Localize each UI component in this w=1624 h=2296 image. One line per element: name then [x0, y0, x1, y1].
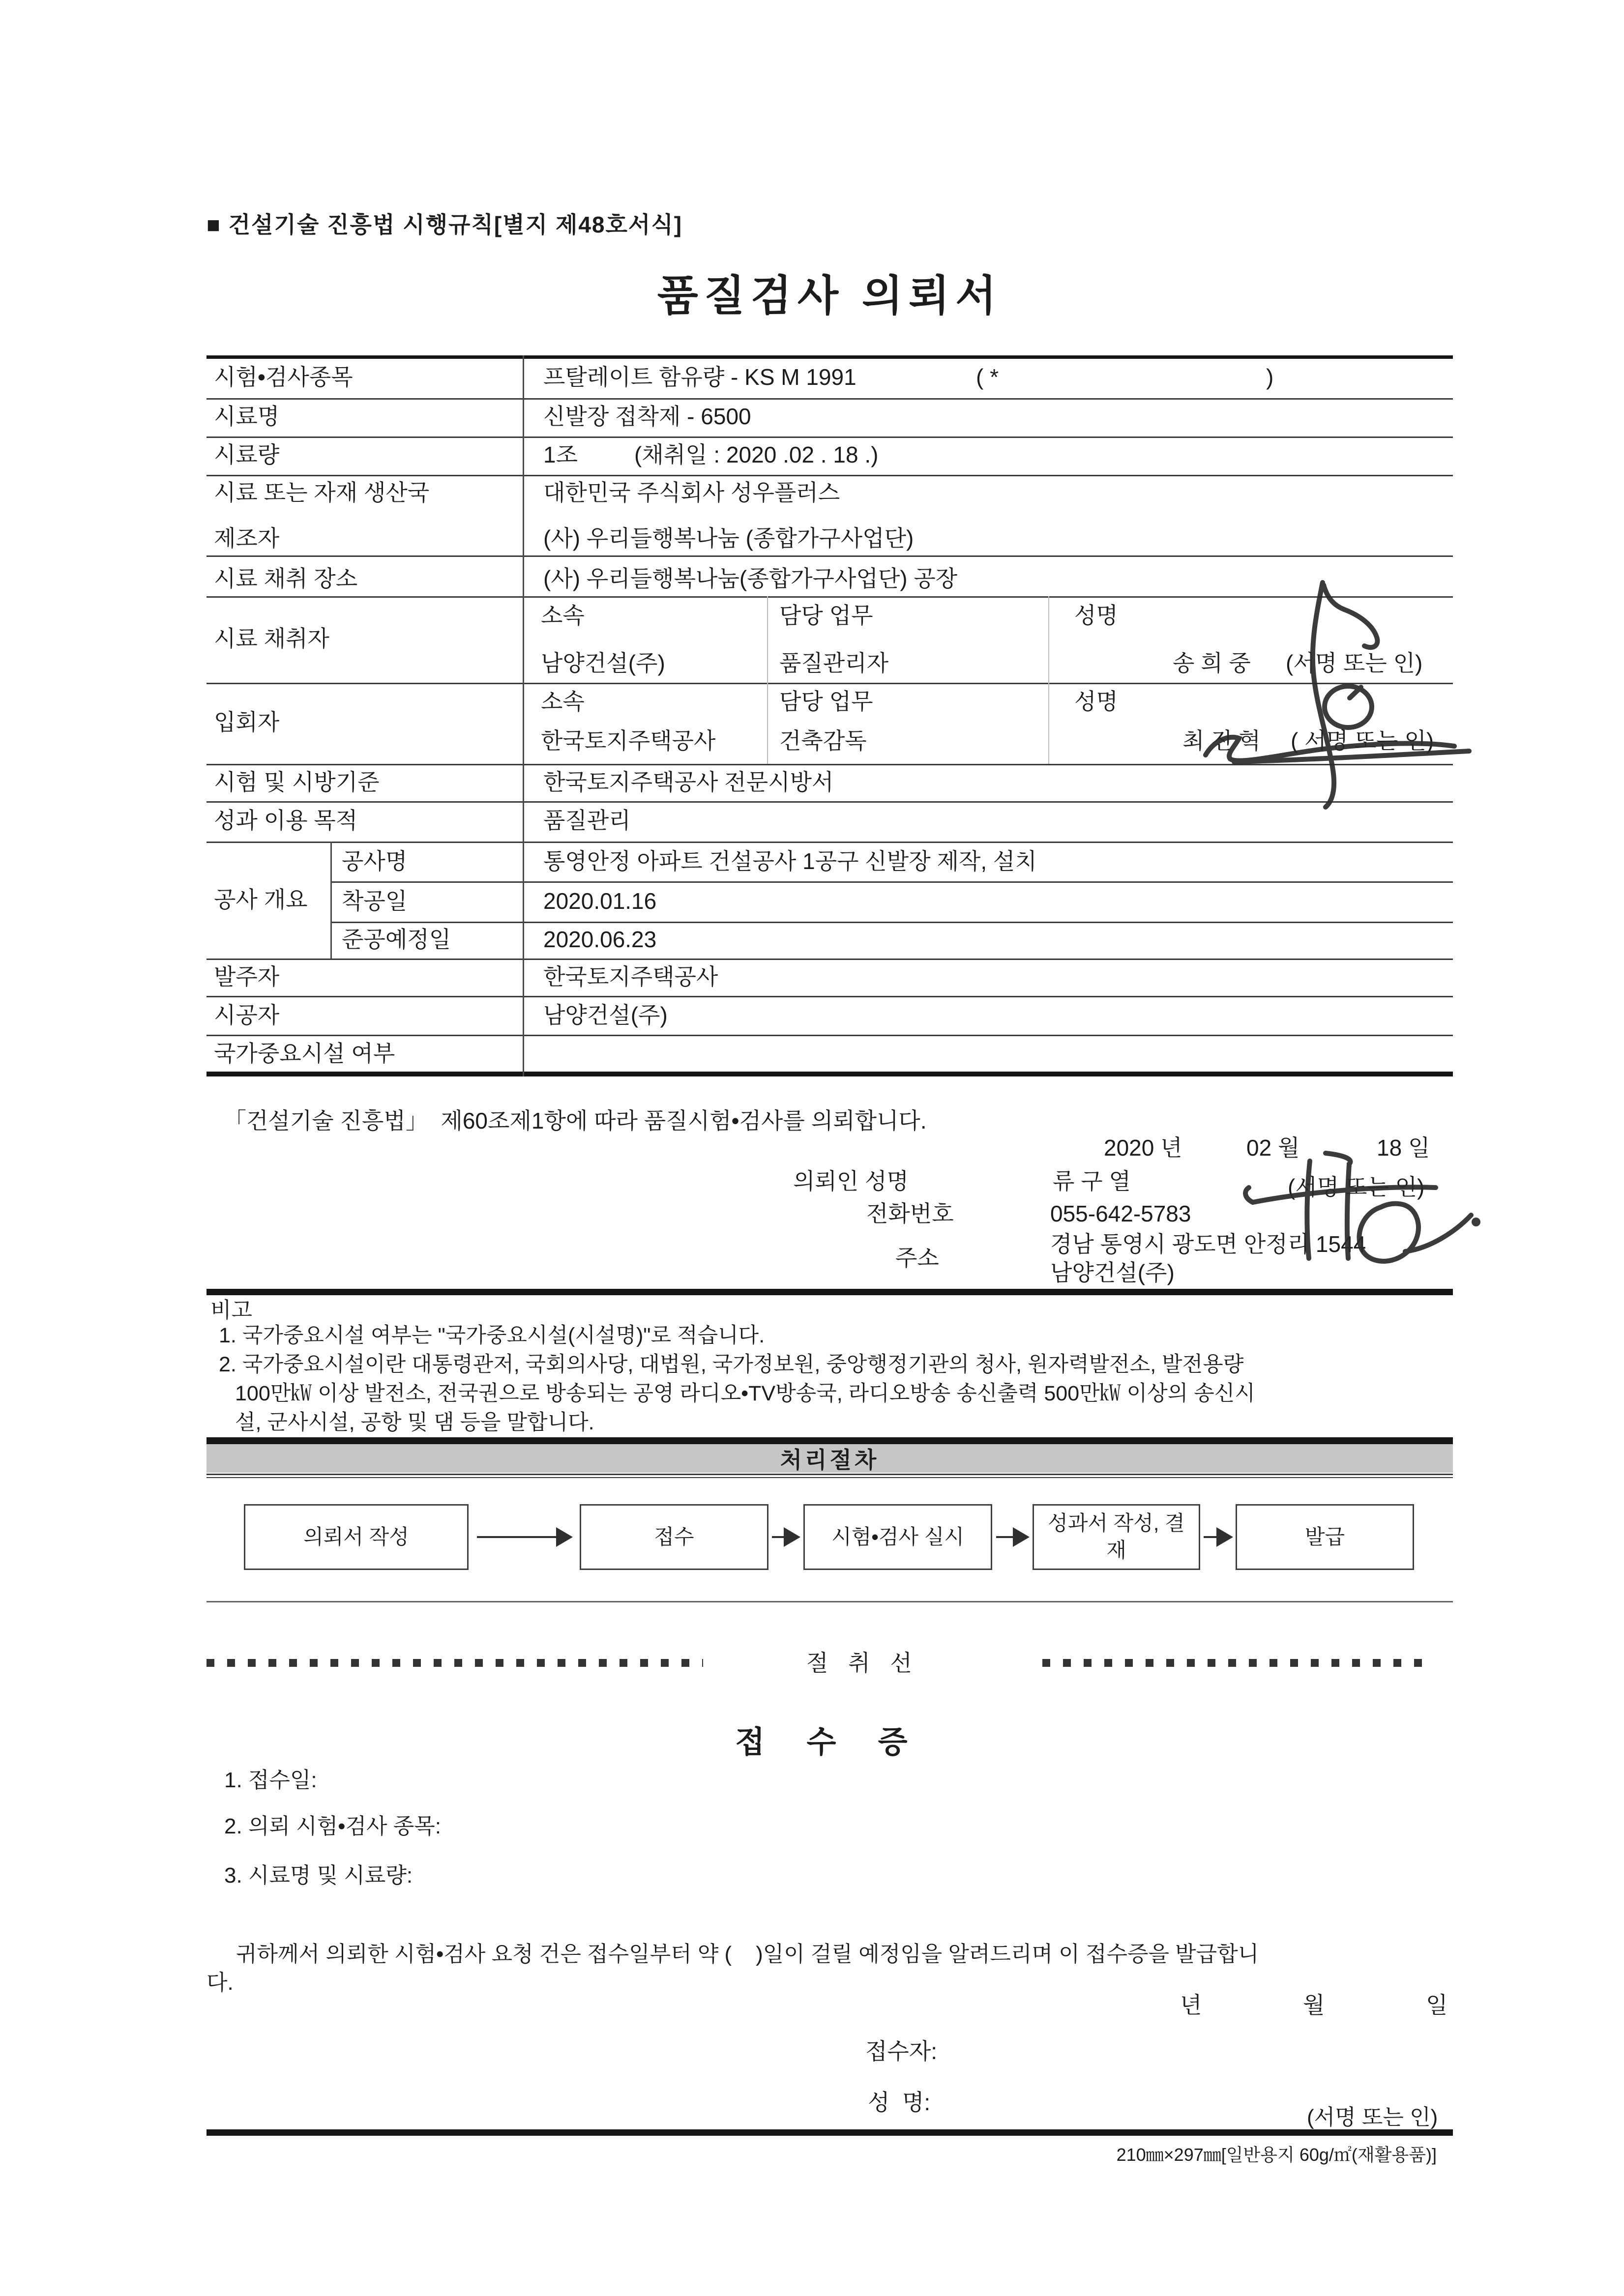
row-divider — [207, 398, 1453, 400]
flow-arrow — [477, 1527, 573, 1547]
page-title: 품질검사 의뢰서 — [657, 272, 1003, 320]
receiver-name-label: 성 명: — [868, 2090, 931, 2115]
flow-step-label: 의뢰서 작성 — [303, 1525, 409, 1548]
witness-affiliation: 한국토지주택공사 — [541, 728, 716, 754]
row-divider — [207, 764, 1453, 765]
address-label: 주소 — [895, 1245, 939, 1271]
flow-step-test — [803, 1504, 992, 1570]
applicant-signature — [1359, 1204, 1418, 1261]
process-title-band — [207, 1444, 1453, 1473]
table-bottom-border — [207, 1072, 1453, 1076]
date-year: 2020 년 — [1104, 1135, 1182, 1161]
row-label: 시료명 — [214, 404, 280, 429]
sub-label: 공사명 — [342, 848, 408, 874]
notes-top-border — [207, 1289, 1453, 1295]
form-rule-notice: ■ 건설기술 진흥법 시행규칙[별지 제48호서식] — [207, 212, 683, 237]
row-divider — [207, 1035, 1453, 1036]
flow-step-receive — [580, 1504, 768, 1570]
phone-value: 055-642-5783 — [1050, 1201, 1191, 1226]
note-line: 설, 군사시설, 공항 및 댐 등을 말합니다. — [235, 1411, 594, 1434]
sub-row-divider — [330, 922, 1453, 923]
row-label: 시공자 — [214, 1002, 280, 1028]
note-line: 100만㎾ 이상 발전소, 전국권으로 방송되는 공영 라디오•TV방송국, 라디오방송 송신출력 500만㎾ 이상의 송신시 — [235, 1382, 1255, 1405]
overview-sub-divider — [330, 842, 332, 959]
row-label: 시험•검사종목 — [214, 364, 353, 390]
row-value: 프탈레이트 함유량 - KS M 1991 — [543, 364, 856, 390]
process-title: 처리절차 — [780, 1447, 880, 1473]
paren-close: ) — [1266, 364, 1274, 390]
row-label: 발주자 — [214, 964, 280, 989]
flow-step-label: 성과서 작성, 결재 — [1048, 1511, 1185, 1562]
sampler-signature — [1350, 687, 1361, 698]
row-value: (사) 우리들행복나눔 (종합가구사업단) — [543, 525, 914, 551]
col-header: 소속 — [541, 603, 585, 628]
receipt-body: 귀하께서 의뢰한 시험•검사 요청 건은 접수일부터 약 ( )일이 걸릴 예정임을 알려드리며 이 접수증을 발급합니 — [236, 1942, 1259, 1966]
address-line2: 남양건설(주) — [1050, 1260, 1175, 1285]
applicant-label: 의뢰인 성명 — [793, 1168, 909, 1194]
process-band-underline2 — [207, 1477, 1453, 1478]
row-divider — [207, 683, 1453, 684]
row-label: 시료 또는 자재 생산국 — [214, 480, 430, 505]
row-value: 한국토지주택공사 전문시방서 — [543, 769, 834, 795]
receipt-item: 2. 의뢰 시험•검사 종목: — [224, 1814, 442, 1838]
declaration-sentence: 「건설기술 진흥법」 제60조제1항에 따라 품질시험•검사를 의뢰합니다. — [224, 1108, 927, 1133]
row-value: 대한민국 주식회사 성우플러스 — [543, 480, 840, 505]
cut-line-dots-left — [207, 1659, 703, 1667]
row-label: 시료 채취 장소 — [214, 566, 358, 591]
flow-step-report — [1033, 1504, 1200, 1570]
row-label: 시료 채취자 — [214, 626, 329, 651]
row-label: 입회자 — [214, 709, 280, 735]
paper-spec-footer: 210㎜×297㎜[일반용지 60g/㎡(재활용품)] — [1116, 2145, 1437, 2165]
sub-value: 2020.01.16 — [543, 888, 657, 914]
row-value: (사) 우리들행복나눔(종합가구사업단) 공장 — [543, 566, 958, 591]
row-value: 남양건설(주) — [543, 1002, 668, 1028]
date-month: 02 월 — [1246, 1135, 1300, 1161]
row-divider — [207, 596, 1453, 598]
sub-label: 착공일 — [342, 888, 408, 914]
sampler-duty: 품질관리자 — [779, 650, 889, 676]
applicant-name: 류 구 열 — [1053, 1168, 1131, 1194]
sub-value: 통영안정 아파트 건설공사 1공구 신발장 제작, 설치 — [543, 848, 1037, 874]
row-label: 제조자 — [214, 525, 280, 551]
col-header: 성명 — [1074, 689, 1118, 714]
flow-step-issue — [1236, 1504, 1414, 1570]
sampler-signature — [1325, 686, 1372, 727]
receipt-day: 일 — [1426, 1992, 1448, 2018]
row-value: 품질관리 — [543, 808, 631, 833]
column-divider — [523, 355, 524, 1076]
row-label: 국가중요시설 여부 — [214, 1041, 395, 1066]
section-rule — [207, 1601, 1453, 1602]
phone-label: 전화번호 — [866, 1201, 954, 1226]
sampler-signature — [1313, 582, 1334, 807]
receipt-item: 1. 접수일: — [224, 1768, 317, 1792]
row-divider — [207, 842, 1453, 843]
receipt-month: 월 — [1303, 1992, 1325, 2018]
row-label: 성과 이용 목적 — [214, 808, 358, 833]
process-band-underline — [207, 1474, 1453, 1475]
subcolumn-divider — [767, 596, 768, 764]
flow-step-write-request — [244, 1504, 469, 1570]
row-label: 시료량 — [214, 442, 280, 467]
sub-value: 2020.06.23 — [543, 927, 657, 952]
sign-note: (서명 또는 인) — [1288, 1174, 1425, 1200]
flow-arrow — [996, 1527, 1030, 1547]
applicant-signature-dot — [1472, 1218, 1480, 1226]
bottom-rule — [207, 2129, 1453, 2136]
subcolumn-divider — [1048, 596, 1049, 764]
flow-step-label: 접수 — [654, 1525, 694, 1548]
row-label: 시험 및 시방기준 — [214, 769, 380, 795]
sampler-signature — [1324, 585, 1377, 647]
cut-line-label: 절 취 선 — [806, 1650, 919, 1676]
witness-name: 최 진 혁 — [1182, 728, 1261, 754]
flow-arrow — [772, 1527, 800, 1547]
receipt-item: 3. 시료명 및 시료량: — [224, 1863, 413, 1888]
col-header: 성명 — [1074, 603, 1118, 628]
receiver-label: 접수자: — [865, 2038, 938, 2064]
note-line: 2. 국가중요시설이란 대통령관저, 국회의사당, 대법원, 국가정보원, 중앙행정기관의 청사, 원자력발전소, 발전용량 — [219, 1353, 1244, 1376]
row-divider — [207, 959, 1453, 960]
address-line1: 경남 통영시 광도면 안정리 1544 — [1050, 1231, 1366, 1257]
row-divider — [207, 996, 1453, 997]
sampler-affiliation: 남양건설(주) — [541, 650, 665, 676]
row-divider — [207, 555, 1453, 557]
row-divider — [207, 436, 1453, 438]
cut-line-dots-right — [1042, 1659, 1433, 1667]
flow-arrow — [1204, 1527, 1233, 1547]
sign-note: (서명 또는 인) — [1307, 2105, 1438, 2129]
sign-note: (서명 또는 인) — [1286, 650, 1423, 676]
row-divider — [207, 475, 1453, 476]
col-header: 담당 업무 — [779, 689, 873, 714]
note-line: 1. 국가중요시설 여부는 "국가중요시설(시설명)"로 적습니다. — [219, 1324, 765, 1347]
row-label: 공사 개요 — [214, 887, 308, 912]
col-header: 담당 업무 — [779, 603, 873, 628]
flow-step-label: 시험•검사 실시 — [831, 1525, 964, 1548]
receipt-title: 접 수 증 — [735, 1725, 924, 1759]
applicant-signature — [1245, 1188, 1253, 1202]
sampler-name: 송 희 중 — [1173, 650, 1251, 676]
row-value: 신발장 접착제 - 6500 — [543, 404, 751, 429]
table-top-border — [207, 355, 1453, 359]
date-day: 18 일 — [1377, 1135, 1430, 1161]
sign-note: ( 서명 또는 인) — [1291, 728, 1434, 754]
flow-step-label: 발급 — [1304, 1525, 1345, 1548]
sub-row-divider — [330, 881, 1453, 883]
row-divider — [207, 801, 1453, 803]
col-header: 소속 — [541, 689, 585, 714]
sub-label: 준공예정일 — [342, 927, 451, 952]
paren-open: ( * — [976, 364, 999, 390]
row-value-note: (채취일 : 2020 .02 . 18 .) — [634, 442, 879, 467]
receipt-body: 다. — [207, 1971, 234, 1995]
row-value: 1조 — [543, 442, 578, 467]
witness-duty: 건축감독 — [779, 728, 867, 754]
row-value: 한국토지주택공사 — [543, 964, 718, 989]
notes-title: 비고 — [210, 1298, 253, 1322]
receipt-year: 년 — [1180, 1992, 1202, 2018]
applicant-signature — [1405, 1215, 1471, 1251]
